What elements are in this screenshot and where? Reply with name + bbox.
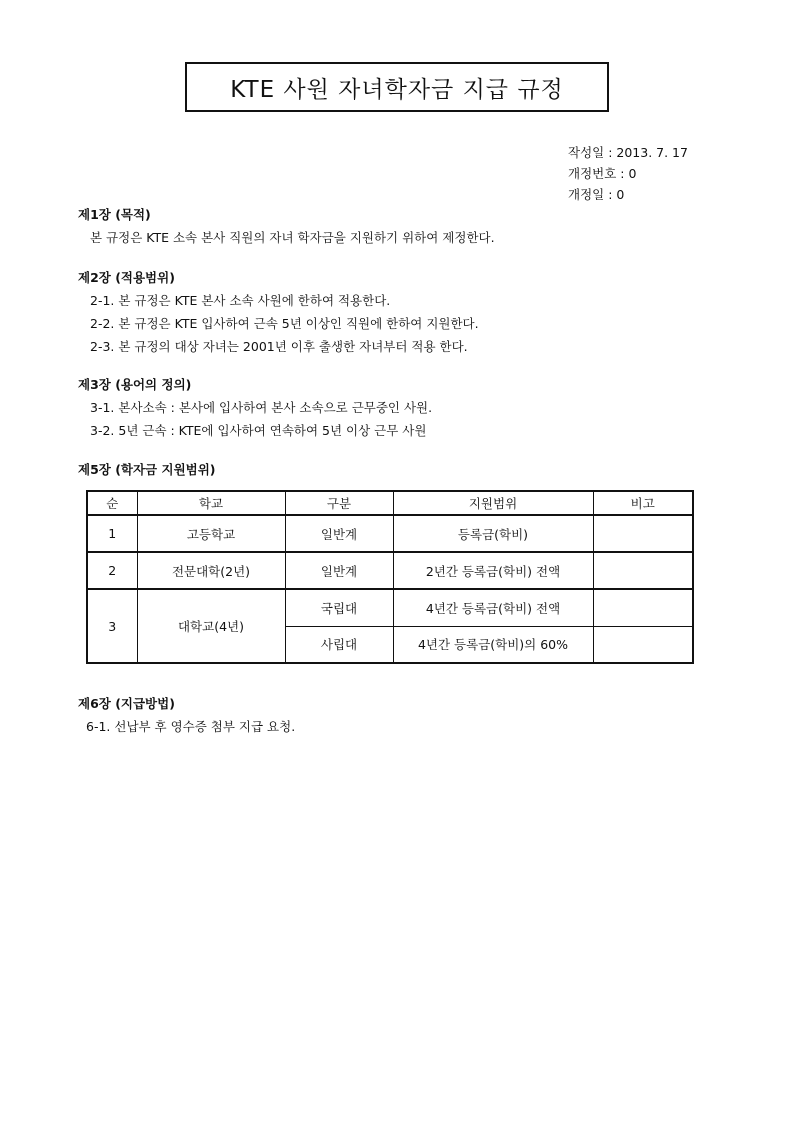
cell-note — [593, 589, 693, 626]
document-meta — [568, 142, 688, 205]
chapter-1 — [78, 204, 495, 249]
chapter-2-item: 2-3. 본 규정의 대상 자녀는 2001년 이후 출생한 자녀부터 적용 한다. — [90, 339, 468, 354]
revision-number: 개정번호 : 0 — [568, 166, 637, 181]
cell-school: 전문대학(2년) — [137, 552, 285, 589]
chapter-3-item: 3-2. 5년 근속 : KTE에 입사하여 연속하여 5년 이상 근무 사원 — [90, 423, 427, 438]
cell-school: 대학교(4년) — [137, 589, 285, 663]
cell-note — [593, 626, 693, 663]
cell-range: 등록금(학비) — [393, 515, 593, 552]
chapter-6-heading: 제6장 (지급방법) — [78, 696, 175, 711]
header-type: 구분 — [285, 491, 393, 515]
header-no: 순 — [87, 491, 137, 515]
cell-no: 2 — [87, 552, 137, 589]
cell-type: 일반계 — [285, 515, 393, 552]
cell-no: 1 — [87, 515, 137, 552]
cell-type: 일반계 — [285, 552, 393, 589]
cell-school: 고등학교 — [137, 515, 285, 552]
cell-range: 4년간 등록금(학비)의 60% — [393, 626, 593, 663]
cell-range: 2년간 등록금(학비) 전액 — [393, 552, 593, 589]
cell-note — [593, 515, 693, 552]
table-row — [87, 552, 693, 589]
document-title: KTE 사원 자녀학자금 지급 규정 — [185, 62, 609, 112]
revision-date: 개정일 : 0 — [568, 187, 625, 202]
header-range: 지원범위 — [393, 491, 593, 515]
chapter-5 — [78, 459, 216, 481]
header-note: 비고 — [593, 491, 693, 515]
chapter-3-heading: 제3장 (용어의 정의) — [78, 377, 192, 392]
chapter-2-heading: 제2장 (적용범위) — [78, 270, 175, 285]
table-row — [87, 589, 693, 626]
created-date: 작성일 : 2013. 7. 17 — [568, 145, 688, 160]
cell-type: 국립대 — [285, 589, 393, 626]
cell-note — [593, 552, 693, 589]
chapter-5-heading: 제5장 (학자금 지원범위) — [78, 462, 216, 477]
support-range-table — [86, 490, 694, 664]
header-school: 학교 — [137, 491, 285, 515]
chapter-1-heading: 제1장 (목적) — [78, 207, 151, 222]
chapter-1-text: 본 규정은 KTE 소속 본사 직원의 자녀 학자금을 지원하기 위하여 제정한다. — [90, 230, 495, 245]
chapter-6-text: 6-1. 선납부 후 영수증 첨부 지급 요청. — [86, 719, 296, 734]
chapter-3 — [78, 374, 432, 442]
cell-no: 3 — [87, 589, 137, 663]
chapter-3-item: 3-1. 본사소속 : 본사에 입사하여 본사 소속으로 근무중인 사원. — [90, 400, 433, 415]
cell-range: 4년간 등록금(학비) 전액 — [393, 589, 593, 626]
chapter-2-item: 2-1. 본 규정은 KTE 본사 소속 사원에 한하여 적용한다. — [90, 293, 391, 308]
table-row — [87, 515, 693, 552]
chapter-2 — [78, 267, 479, 358]
table-header-row — [87, 491, 693, 515]
cell-type: 사립대 — [285, 626, 393, 663]
chapter-6 — [78, 693, 295, 738]
chapter-2-item: 2-2. 본 규정은 KTE 입사하여 근속 5년 이상인 직원에 한하여 지원한다. — [90, 316, 479, 331]
